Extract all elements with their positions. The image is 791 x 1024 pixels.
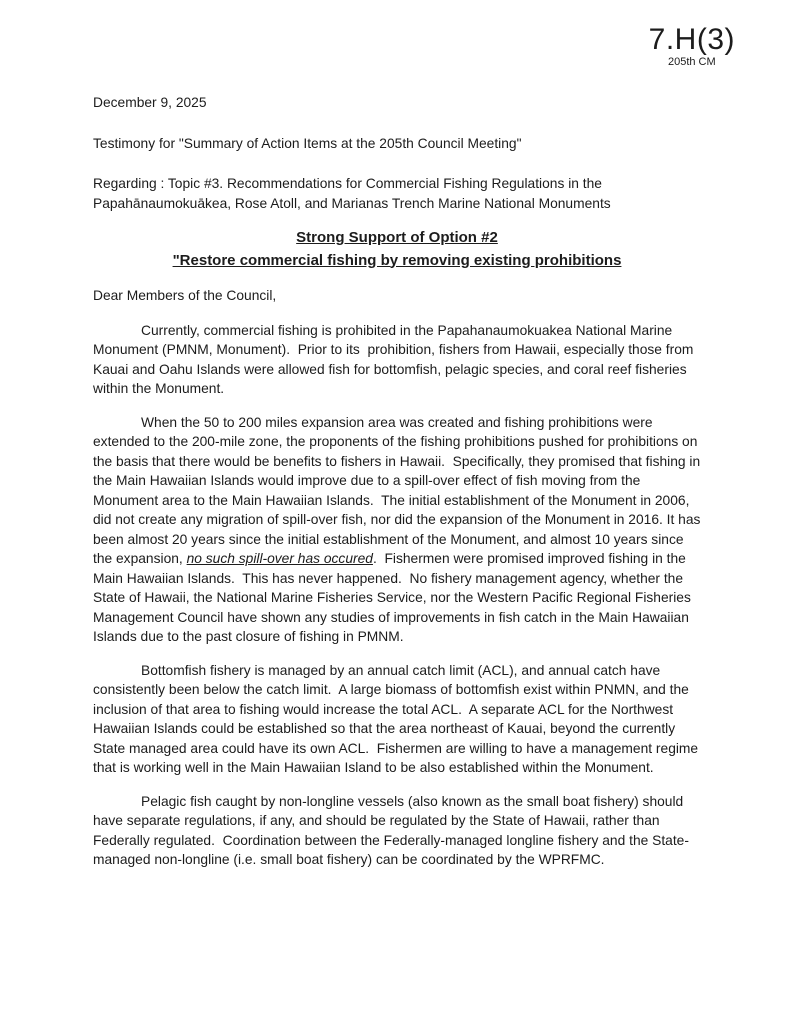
salutation-line: Dear Members of the Council, [93, 288, 277, 303]
paragraph-bottomfish-acl: Bottomfish fishery is managed by an annual catch limit (ACL), and annual catch have consistently been below the catch limit. A large biomass of bottomfish exist within PNMN, and the inclusion of that area to fishing would increase the total ACL. A separate ACL for the Northwest Hawaiian Islands could be established so that the area northeast of Kauai, beyond the currently State managed area could have its own ACL. Fishermen are willing to have a management regime that is working well in the Main Hawaiian Island to be also established within the Monument. [93, 662, 702, 775]
paragraph-spillover-claims [93, 413, 705, 647]
paragraph-current-prohibition: Currently, commercial fishing is prohibited in the Papahanaumokuakea National Marine Monument (PMNM, Monument). Prior to its prohibition, fishers from Hawaii, especially those from Kauai and Oahu Islands were allowed fish for bottomfish, pelagic species, and coral reef fisheries within the Monument. [93, 322, 698, 396]
letter-body [93, 93, 705, 884]
position-heading-line2: "Restore commercial fishing by removing existing prohibitions [172, 251, 622, 269]
date-line: December 9, 2025 [93, 95, 207, 110]
document-reference-block [649, 24, 735, 68]
position-heading [93, 227, 701, 272]
document-reference-meeting: 205th CM [667, 56, 716, 68]
testimony-subject-line: Testimony for "Summary of Action Items at the 205th Council Meeting" [93, 135, 522, 151]
paragraph-spillover-text-before: When the 50 to 200 miles expansion area was created and fishing prohibitions were extended to the 200-mile zone, the proponents of the fishing prohibitions pushed for prohibitions on the basis that there would be benefits to fishers in Hawaii. Specifically, they promised that fishing in the Main Hawaiian Islands would improve due to a spill-over effect of fish moving from the Monument area to the Main Hawaiian Islands. The initial establishment of the Monument in 2006, did not create any migration of spill-over fish, nor did the expansion of the Monument in 2016. It has been almost 20 years since the initial establishment of the Monument, and almost 10 years since the expansion, [93, 414, 705, 566]
paragraph-spillover-text-after: . Fishermen were promised improved fishing in the Main Hawaiian Islands. This has never happened. No fishery management agency, whether the State of Hawaii, the National Marine Fisheries Service, nor the Western Pacific Regional Fisheries Management Council have shown any studies of improvements in fish catch in the Main Hawaiian Islands due to the past closure of fishing in PMNM. [93, 551, 695, 644]
paragraph-pelagic-regulation: Pelagic fish caught by non-longline vessels (also known as the small boat fishery) should have separate regulations, if any, and should be regulated by the State of Hawaii, rather than Federally regulated. Coordination between the Federally-managed longline fishery and the State-managed non-longline (i.e. small boat fishery) can be coordinated by the WPRFMC. [93, 793, 689, 867]
paragraph-spillover-emphasis: no such spill-over has occured [186, 551, 373, 566]
regarding-line: Regarding : Topic #3. Recommendations for Commercial Fishing Regulations in the Papahānaumokuākea, Rose Atoll, and Marianas Trench Marine National Monuments [93, 176, 611, 211]
position-heading-line1: Strong Support of Option #2 [296, 229, 498, 246]
document-reference-number: 7.H(3) [648, 23, 735, 56]
